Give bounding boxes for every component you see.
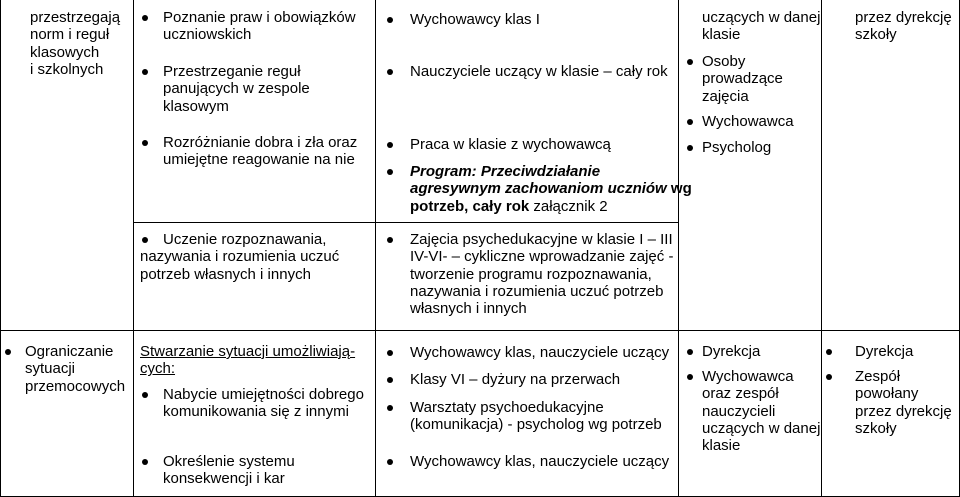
bullet-icon — [142, 69, 148, 75]
column-divider — [678, 0, 679, 497]
list-item-text: Dyrekcja — [702, 343, 761, 360]
program-attachment: załącznik 2 — [533, 197, 608, 215]
list-item-text: Praca w klasie z wychowawcą — [410, 136, 611, 153]
bullet-icon — [387, 377, 393, 383]
bullet-icon — [387, 350, 393, 356]
list-item-text: Wychowawca oraz zespół nauczycieli uczących w danej klasie — [702, 368, 821, 454]
row-divider — [133, 222, 678, 223]
list-item-text: Uczenie rozpoznawania, nazywania i rozumienia uczuć potrzeb własnych i innych — [140, 231, 340, 283]
bullet-icon — [387, 405, 393, 411]
list-item-text: Przestrzeganie reguł panujących w zespole klasowym — [163, 63, 310, 115]
bullet-icon — [387, 169, 393, 175]
column-divider — [821, 0, 822, 497]
bullet-icon — [142, 15, 148, 21]
bullet-icon — [687, 145, 693, 151]
list-item-text: Wychowawcy klas I — [410, 11, 540, 28]
cell-text: przez dyrekcję szkoły — [855, 9, 952, 44]
column-divider — [375, 0, 376, 497]
list-item-text: Ograniczanie sytuacji przemocowych — [25, 343, 126, 395]
bullet-icon — [142, 459, 148, 465]
table-border-left — [0, 0, 1, 497]
list-item-text: Nauczyciele uczący w klasie – cały rok — [410, 63, 668, 80]
bullet-icon — [142, 140, 148, 146]
list-item-text: Psycholog — [702, 139, 772, 156]
program-title: Program: Przeciwdziałanie agresywnym zachowaniom uczniów — [410, 163, 667, 198]
list-item-text: Określenie systemu konsekwencji i kar — [163, 453, 295, 488]
list-item-text: Poznanie praw i obowiązków uczniowskich — [163, 9, 356, 44]
program-item-text — [410, 163, 692, 215]
bullet-icon — [142, 392, 148, 398]
bullet-icon — [687, 374, 693, 380]
list-item-text: Wychowawcy klas, nauczyciele uczący — [410, 344, 670, 361]
bullet-icon — [687, 59, 693, 65]
bullet-icon — [387, 459, 393, 465]
column-divider — [133, 0, 134, 497]
bullet-icon — [826, 374, 832, 380]
list-item-text: Rozróżnianie dobra i zła oraz umiejętne reagowanie na nie — [163, 134, 358, 169]
list-item-text: Zespół powołany przez dyrekcję szkoły — [855, 368, 952, 437]
list-item-text: Warsztaty psychoedukacyjne (komunikacja) - psycholog wg potrzeb — [410, 399, 662, 434]
cell-text: uczących w danej klasie — [702, 9, 821, 44]
cell-text: przestrzegają norm i reguł klasowych i szkolnych — [30, 9, 121, 78]
list-item-text: Osoby prowadzące zajęcia — [702, 53, 783, 105]
row-divider — [0, 330, 960, 331]
list-item-text: Nabycie umiejętności dobrego komunikowania się z innymi — [163, 386, 364, 421]
bullet-icon — [826, 349, 832, 355]
bullet-icon — [387, 237, 393, 243]
bullet-icon — [387, 17, 393, 23]
bullet-icon — [687, 349, 693, 355]
list-item-text: Klasy VI – dyżury na przerwach — [410, 371, 621, 388]
bullet-icon — [687, 119, 693, 125]
list-item-text: Wychowawca — [702, 113, 794, 130]
list-item-text: Wychowawcy klas, nauczyciele uczący — [410, 453, 670, 470]
list-item-text: Zajęcia psychedukacyjne w klasie I – III IV-VI- – cykliczne wprowadzanie zajęć - tworzenie programu rozpoznawania, nazywania i rozumienia uczuć potrzeb własnych i innych — [410, 231, 674, 317]
program-schedule: wg potrzeb, cały rok — [410, 180, 692, 215]
bullet-icon — [387, 69, 393, 75]
list-item-text: Dyrekcja — [855, 343, 914, 360]
bullet-icon — [5, 349, 11, 355]
bullet-icon — [387, 142, 393, 148]
cell-heading: Stwarzanie sytuacji umożliwiają- cych: — [140, 343, 356, 378]
